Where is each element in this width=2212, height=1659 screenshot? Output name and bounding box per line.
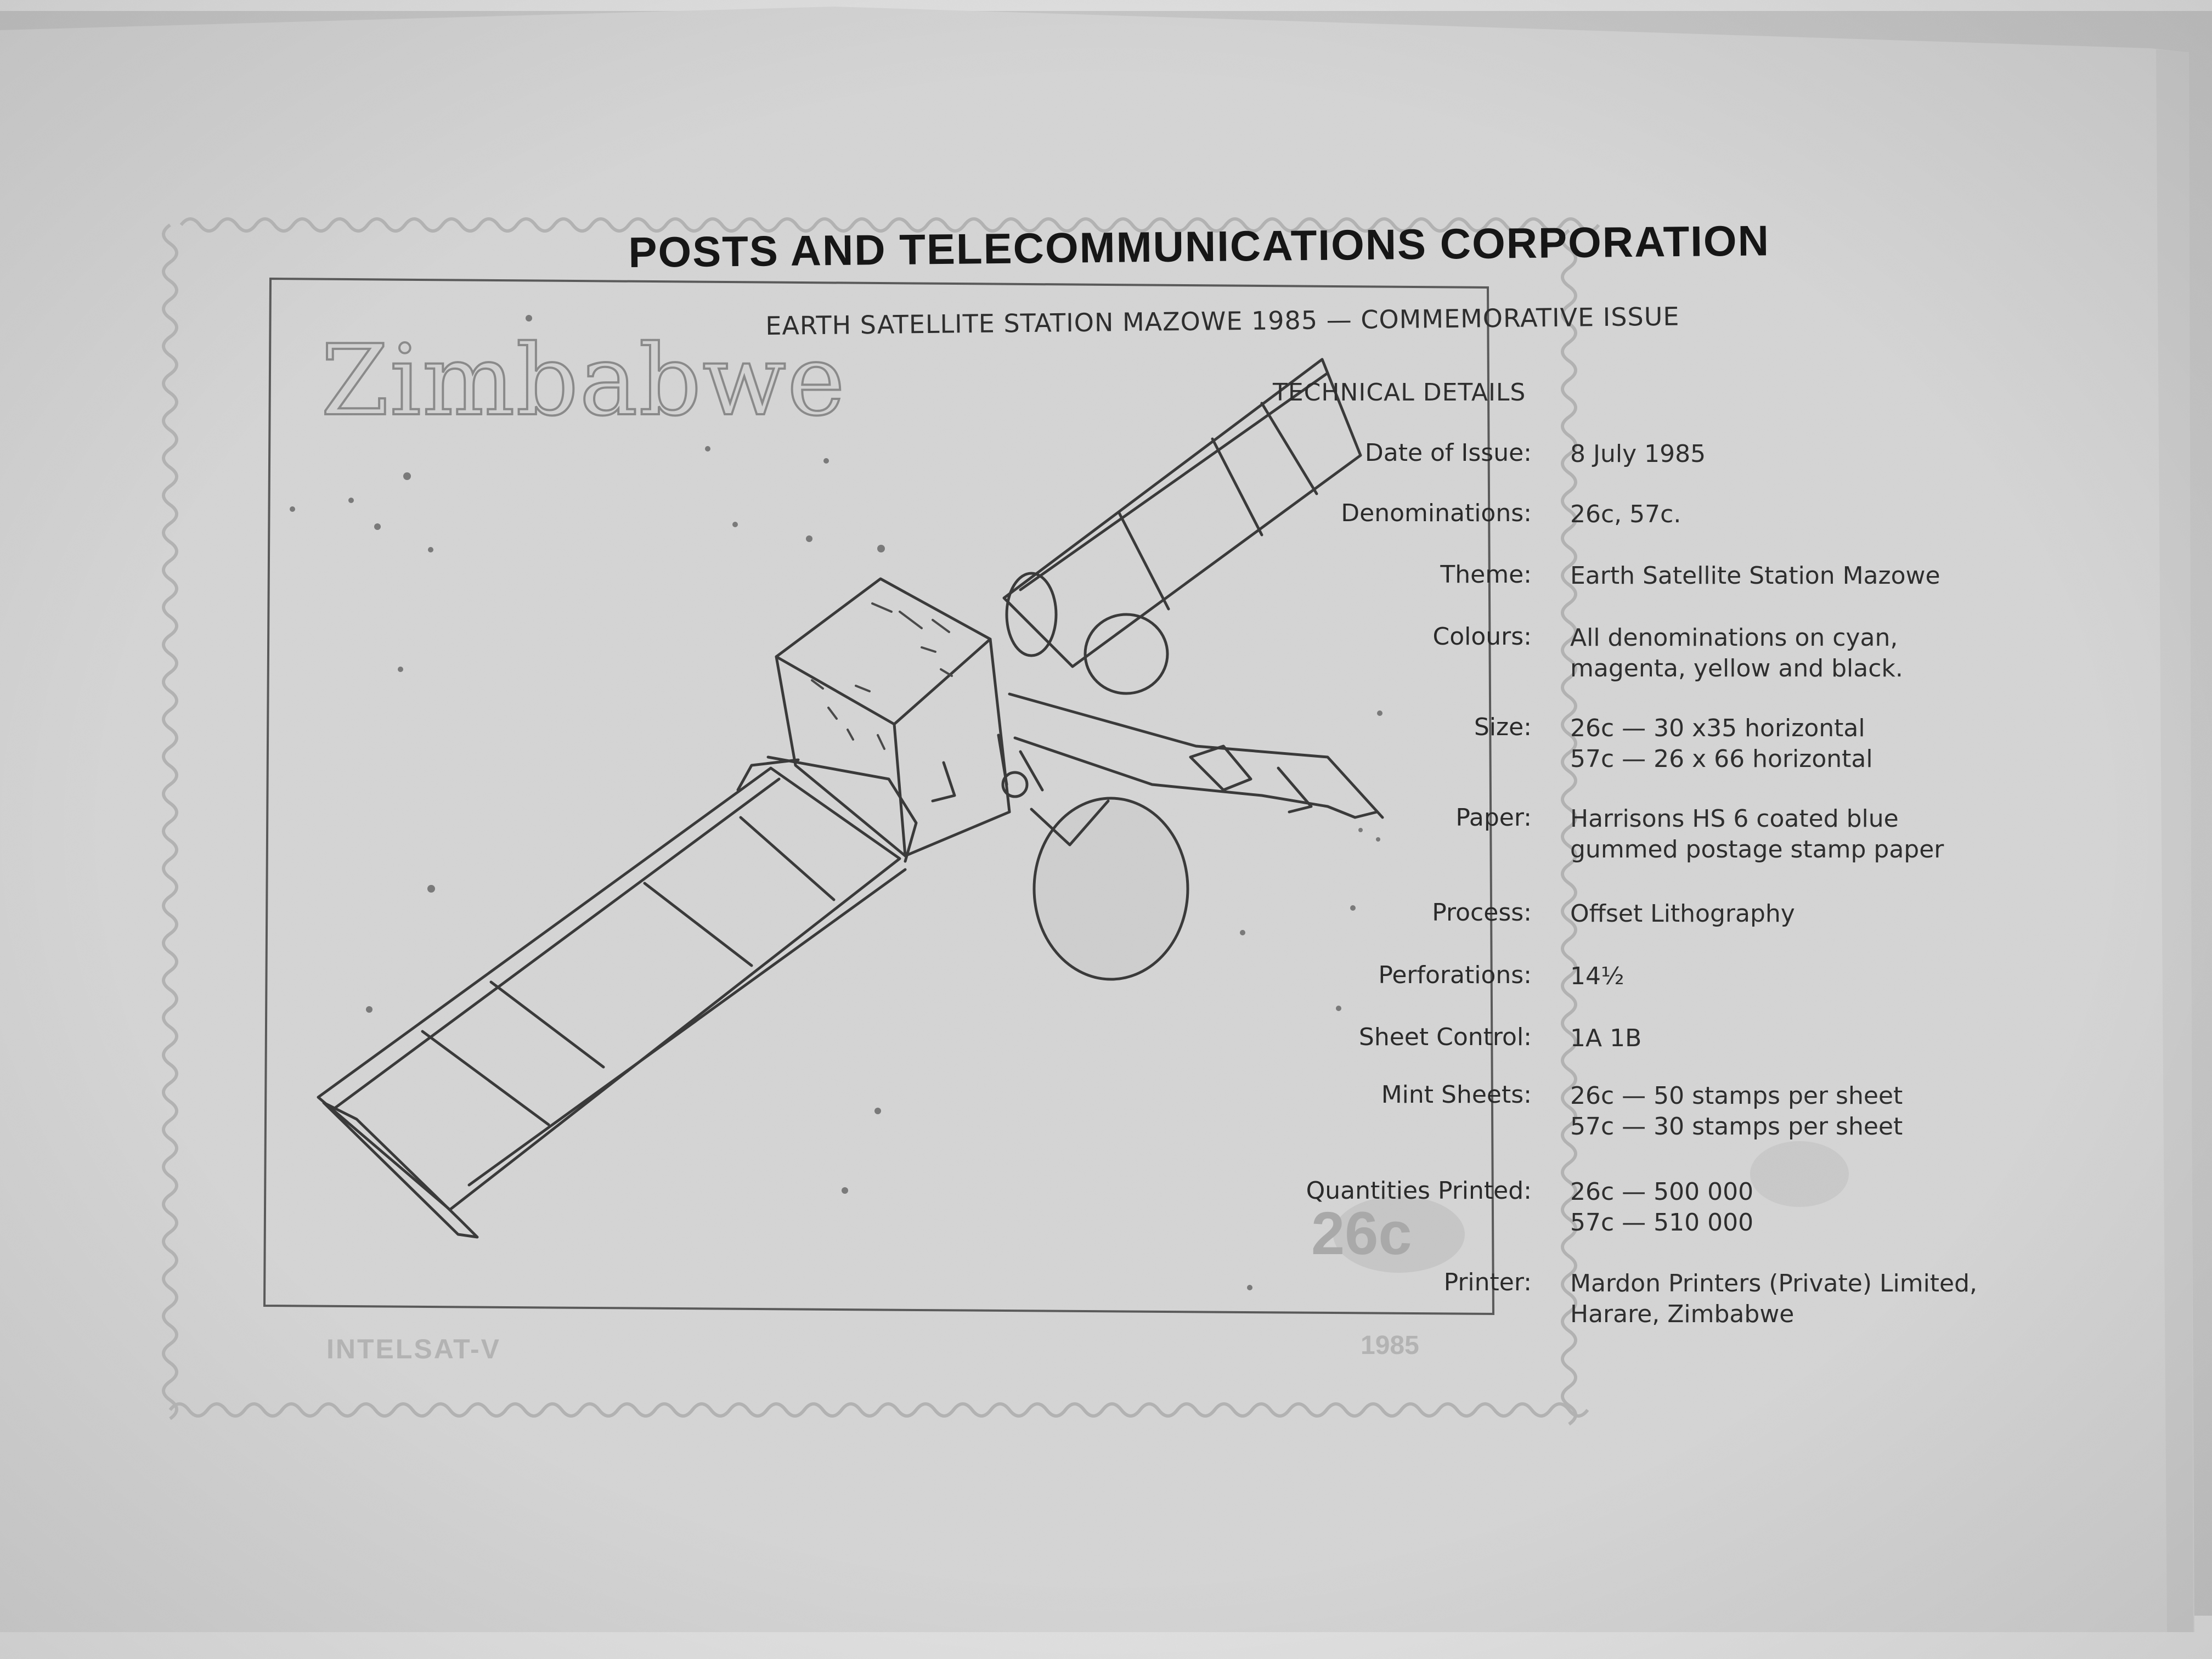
- technical-details-heading: TECHNICAL DETAILS: [1273, 379, 1526, 407]
- document-title: POSTS AND TELECOMMUNICATIONS CORPORATION: [628, 216, 1770, 276]
- detail-row-denominations: [0, 499, 2212, 528]
- detail-value: Mardon Printers (Private) Limited, Harare, Zimbabwe: [1570, 1269, 1978, 1328]
- detail-value: Harrisons HS 6 coated blue gummed postage stamp paper: [1570, 805, 1944, 864]
- stamp-face-value: 26c: [1311, 1200, 1412, 1267]
- detail-value: 26c — 30 x35 horizontal 57c — 26 x 66 horizontal: [1570, 714, 1873, 773]
- detail-value: 1A 1B: [1570, 1024, 1642, 1052]
- detail-value: 14½: [1570, 962, 1624, 990]
- detail-row-sheet-control: [0, 1023, 2212, 1052]
- detail-value: 26c — 500 000 57c — 510 000: [1570, 1178, 1754, 1237]
- detail-label: Colours:: [1432, 623, 1532, 651]
- detail-value: 26c — 50 stamps per sheet 57c — 30 stamps per sheet: [1570, 1082, 1903, 1141]
- stamp-country-name: Zimbabwe: [321, 324, 847, 437]
- detail-label: Perforations:: [1378, 961, 1532, 989]
- detail-label: Sheet Control:: [1358, 1023, 1532, 1051]
- detail-row-printer: [0, 1268, 2212, 1328]
- detail-label: Quantities Printed:: [1306, 1177, 1532, 1205]
- detail-value: Offset Lithography: [1570, 900, 1795, 928]
- detail-value: All denominations on cyan, magenta, yellow and black.: [1570, 624, 1903, 682]
- detail-label: Size:: [1474, 713, 1532, 741]
- detail-label: Mint Sheets:: [1381, 1081, 1532, 1109]
- detail-row-size: [0, 713, 2212, 773]
- detail-label: Paper:: [1455, 804, 1532, 832]
- detail-value: Earth Satellite Station Mazowe: [1570, 562, 1940, 590]
- detail-label: Date of Issue:: [1364, 439, 1532, 467]
- detail-label: Printer:: [1443, 1268, 1532, 1296]
- detail-value: 26c, 57c.: [1570, 500, 1681, 528]
- detail-row-perforations: [0, 961, 2212, 990]
- detail-label: Denominations:: [1341, 499, 1532, 527]
- detail-value: 8 July 1985: [1570, 440, 1706, 468]
- detail-label: Theme:: [1440, 561, 1532, 589]
- detail-label: Process:: [1432, 899, 1532, 927]
- document-subtitle: EARTH SATELLITE STATION MAZOWE 1985 — COMMEMORATIVE ISSUE: [765, 301, 1680, 341]
- stamp-caption-intelsat: INTELSAT-V: [326, 1334, 501, 1364]
- stamp-caption-year: 1985: [1361, 1331, 1419, 1360]
